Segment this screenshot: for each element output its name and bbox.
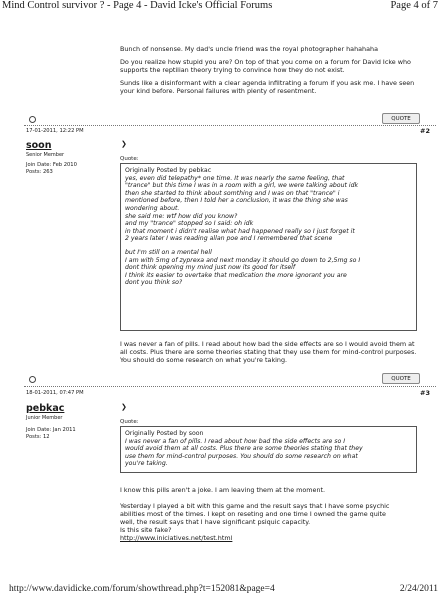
post-line: Yesterday I played a bit with this game and the result says that I have some psychic xyxy=(120,502,390,510)
user-meta xyxy=(26,162,77,176)
user-title: Senior Member xyxy=(26,152,65,158)
quote-line: then she started to think about somthing and I was on that "trance" i xyxy=(125,189,340,197)
quote-line: I think its easier to overtake that medication the more ignorant you are xyxy=(125,271,347,279)
post-icon: ❯ xyxy=(121,403,127,411)
post-paragraph: Do you realize how stupid you are? On top of that you come on a forum for David Icke who supports the reptilian theory trying to convince how they do not exist. xyxy=(120,58,411,74)
quote-line: and my "trance" stopped so I said: oh idk xyxy=(125,220,254,228)
quote-line: would avoid them at all costs. Plus there are some theories stating that they xyxy=(125,445,363,453)
quote-attribution: Originally Posted by soon xyxy=(125,430,204,437)
quote-button[interactable]: QUOTE xyxy=(382,113,420,124)
post-icon: ❯ xyxy=(121,140,127,148)
post-paragraph: Sunds like a disinformant with a clear agenda infiltrating a forum if you ask me. I have seen your kind before. Personal failures with plenty of resentment. xyxy=(120,79,415,95)
quote-line: wondering about. xyxy=(125,204,180,212)
post-divider xyxy=(24,125,436,126)
post-line: well, the result says that I have significant psiquic capacity. xyxy=(120,518,311,526)
post-count: Posts: 12 xyxy=(26,434,50,440)
quote-line: mentioned before, then I told her a conclusion, it was the thing she was xyxy=(125,197,348,205)
quote-attribution: Originally Posted by pebkac xyxy=(125,167,212,174)
quote-box xyxy=(120,426,417,473)
post-reply: I was never a fan of pills. I read about how bad the side effects are so I would avoid them at all costs. Plus there are some theories stating that they use them for mind-control purposes. You should do some research on what you're taking. xyxy=(120,340,417,364)
post-date: 17-01-2011, 12:22 PM xyxy=(26,128,84,134)
quote-line: you're taking. xyxy=(125,460,168,468)
page-url: http://www.davidicke.com/forum/showthread.php?t=152081&page=4 xyxy=(9,584,275,594)
user-title: Junior Member xyxy=(26,415,63,421)
quote-label: Quote: xyxy=(120,419,139,425)
external-link[interactable]: http://www.iniciatives.net/test.html xyxy=(120,534,233,542)
quote-line: dont think opening my mind just now its good for itself xyxy=(125,264,296,272)
post-number[interactable]: #3 xyxy=(420,389,430,397)
quote-line: but I'm still on a mental hell xyxy=(125,248,212,256)
quote-line: yes, even did telepathy* one time. It was nearly the same feeling, that xyxy=(125,174,345,182)
quote-button[interactable]: QUOTE xyxy=(382,373,420,384)
post-reply xyxy=(120,486,430,542)
post-number[interactable]: #2 xyxy=(420,127,430,135)
quote-line: use them for mind-control purposes. You should do some research on what xyxy=(125,452,358,460)
user-meta xyxy=(26,427,76,441)
quote-line: dont you think so? xyxy=(125,279,183,287)
join-date: Join Date: Jan 2011 xyxy=(26,427,76,433)
username-link[interactable]: pebkac xyxy=(26,403,65,414)
username-link[interactable]: soon xyxy=(26,140,52,151)
quote-line: 2 years later I was reading allan poe and I remembered that scene xyxy=(125,235,333,243)
quote-line: in that moment i didn't realise what had happened really so I just forget it xyxy=(125,227,355,235)
post-body xyxy=(120,45,420,100)
post-line: Is this site fake? xyxy=(120,526,172,534)
quote-line: she said me: wtf how did you know? xyxy=(125,212,238,220)
quote-line: I was never a fan of pills. I read about how bad the side effects are so I xyxy=(125,437,346,445)
post-date: 18-01-2011, 07:47 PM xyxy=(26,390,84,396)
post-paragraph: Bunch of nonsense. My dad's uncle friend was the royal photographer hahahaha xyxy=(120,45,378,53)
post-divider xyxy=(24,386,436,387)
quote-label: Quote: xyxy=(120,156,139,162)
post-line: abilities most of the times. I kept on reseting and one time I owned the game quite xyxy=(120,510,386,518)
page-indicator: Page 4 of 7 xyxy=(390,0,438,11)
quote-line: I am with 5mg of zyprexa and next monday it should go down to 2,5mg so I xyxy=(125,256,361,264)
post-count: Posts: 263 xyxy=(26,169,53,175)
print-date: 2/24/2011 xyxy=(399,584,438,594)
document-title: Mind Control survivor ? - Page 4 - David Icke's Official Forums xyxy=(2,0,273,11)
post-paragraph: I know this pills aren't a joke. I am leaving them at the moment. xyxy=(120,486,326,494)
post-status-icon xyxy=(29,376,36,383)
join-date: Join Date: Feb 2010 xyxy=(26,162,77,168)
quote-box xyxy=(120,163,417,331)
quote-line: "trance" but this time I was in a room with a girl, we were talking about idk xyxy=(125,182,359,190)
post-status-icon xyxy=(29,116,36,123)
